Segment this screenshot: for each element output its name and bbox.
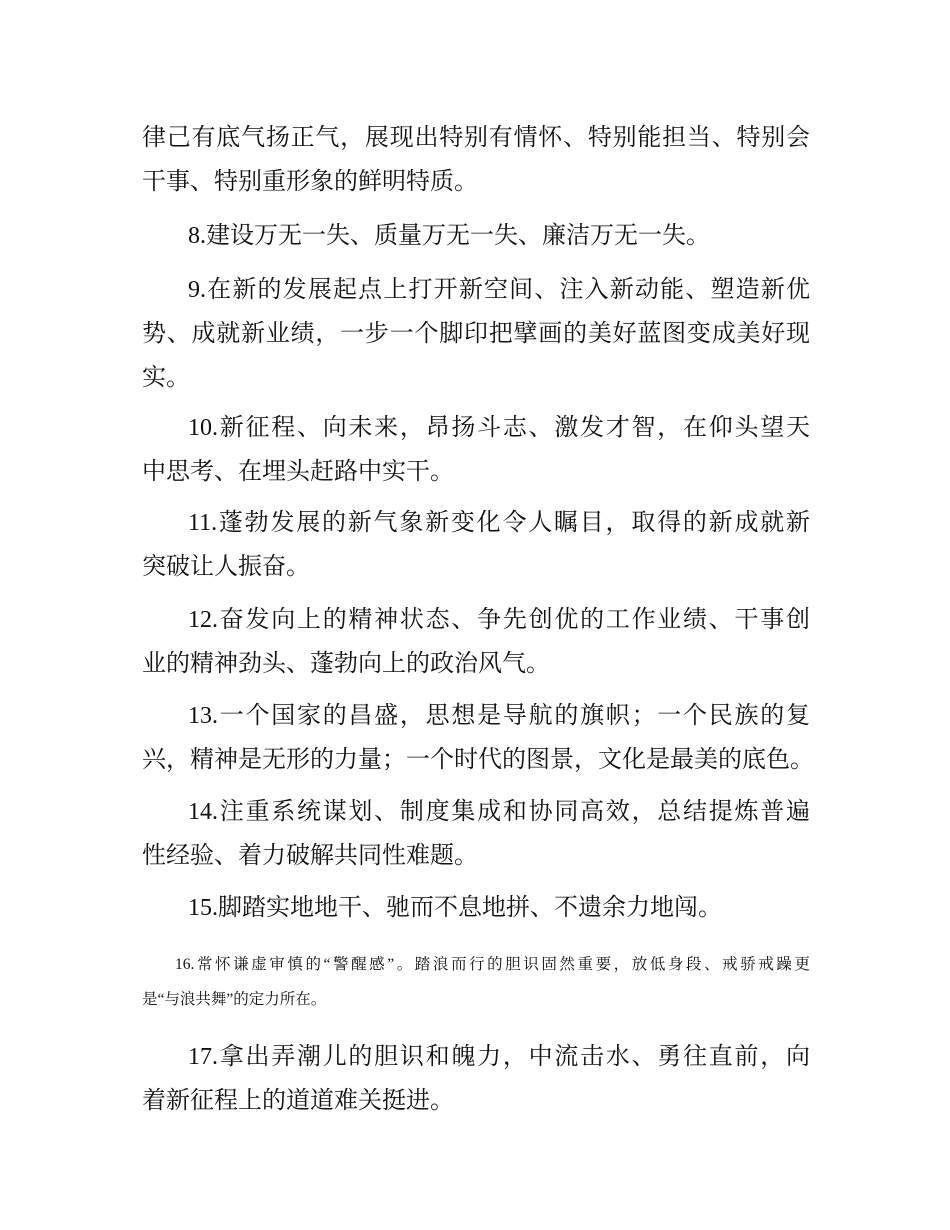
- text-line: 10.新征程、向未来，昂扬斗志、激发才智，在仰头望天: [188, 415, 810, 441]
- text-line: 律己有底气扬正气，展现出特别有情怀、特别能担当、特别会: [142, 125, 810, 151]
- text-line: 16.常怀谦虚审慎的“警醒感”。踏浪而行的胆识固然重要，放低身段、戒骄戒躁更: [175, 956, 810, 973]
- text-line: 干事、特别重形象的鲜明特质。: [142, 169, 478, 195]
- paragraph-item-12: [142, 598, 810, 686]
- text-line: 15.脚踏实地地干、驰而不息地拼、不遗余力地闯。: [188, 895, 722, 921]
- paragraph-item-15: [142, 886, 810, 930]
- text-line: 14.注重系统谋划、制度集成和协同高效，总结提炼普遍: [188, 799, 810, 825]
- paragraph-item-10: [142, 406, 810, 494]
- text-line: 13.一个国家的昌盛，思想是导航的旗帜；一个民族的复: [188, 703, 810, 729]
- text-line: 着新征程上的道道难关挺进。: [142, 1088, 454, 1114]
- text-line: 12.奋发向上的精神状态、争先创优的工作业绩、干事创: [188, 607, 810, 633]
- text-line: 兴，精神是无形的力量；一个时代的图景，文化是最美的底色。: [142, 747, 814, 773]
- paragraph-continuation: [142, 116, 810, 204]
- text-line: 实。: [142, 365, 190, 391]
- text-line: 是“与浪共舞”的定力所在。: [142, 991, 327, 1008]
- text-line: 业的精神劲头、蓬勃向上的政治风气。: [142, 651, 550, 677]
- text-line: 11.蓬勃发展的新气象新变化令人瞩目，取得的新成就新: [188, 510, 810, 536]
- paragraph-item-8: [142, 214, 810, 258]
- paragraph-item-9: [142, 268, 810, 400]
- paragraph-item-17: [142, 1035, 810, 1123]
- text-line: 9.在新的发展起点上打开新空间、注入新动能、塑造新优: [188, 277, 810, 303]
- text-line: 性经验、着力破解共同性难题。: [142, 843, 478, 869]
- text-line: 势、成就新业绩，一步一个脚印把擘画的美好蓝图变成美好现: [142, 321, 810, 347]
- paragraph-item-13: [142, 694, 814, 782]
- text-line: 突破让人振奋。: [142, 554, 310, 580]
- text-line: 8.建设万无一失、质量万无一失、廉洁万无一失。: [188, 223, 710, 249]
- paragraph-item-16: [142, 947, 810, 1017]
- paragraph-item-14: [142, 790, 810, 878]
- text-line: 中思考、在埋头赶路中实干。: [142, 459, 454, 485]
- paragraph-item-11: [142, 501, 810, 589]
- text-line: 17.拿出弄潮儿的胆识和魄力，中流击水、勇往直前，向: [188, 1044, 810, 1070]
